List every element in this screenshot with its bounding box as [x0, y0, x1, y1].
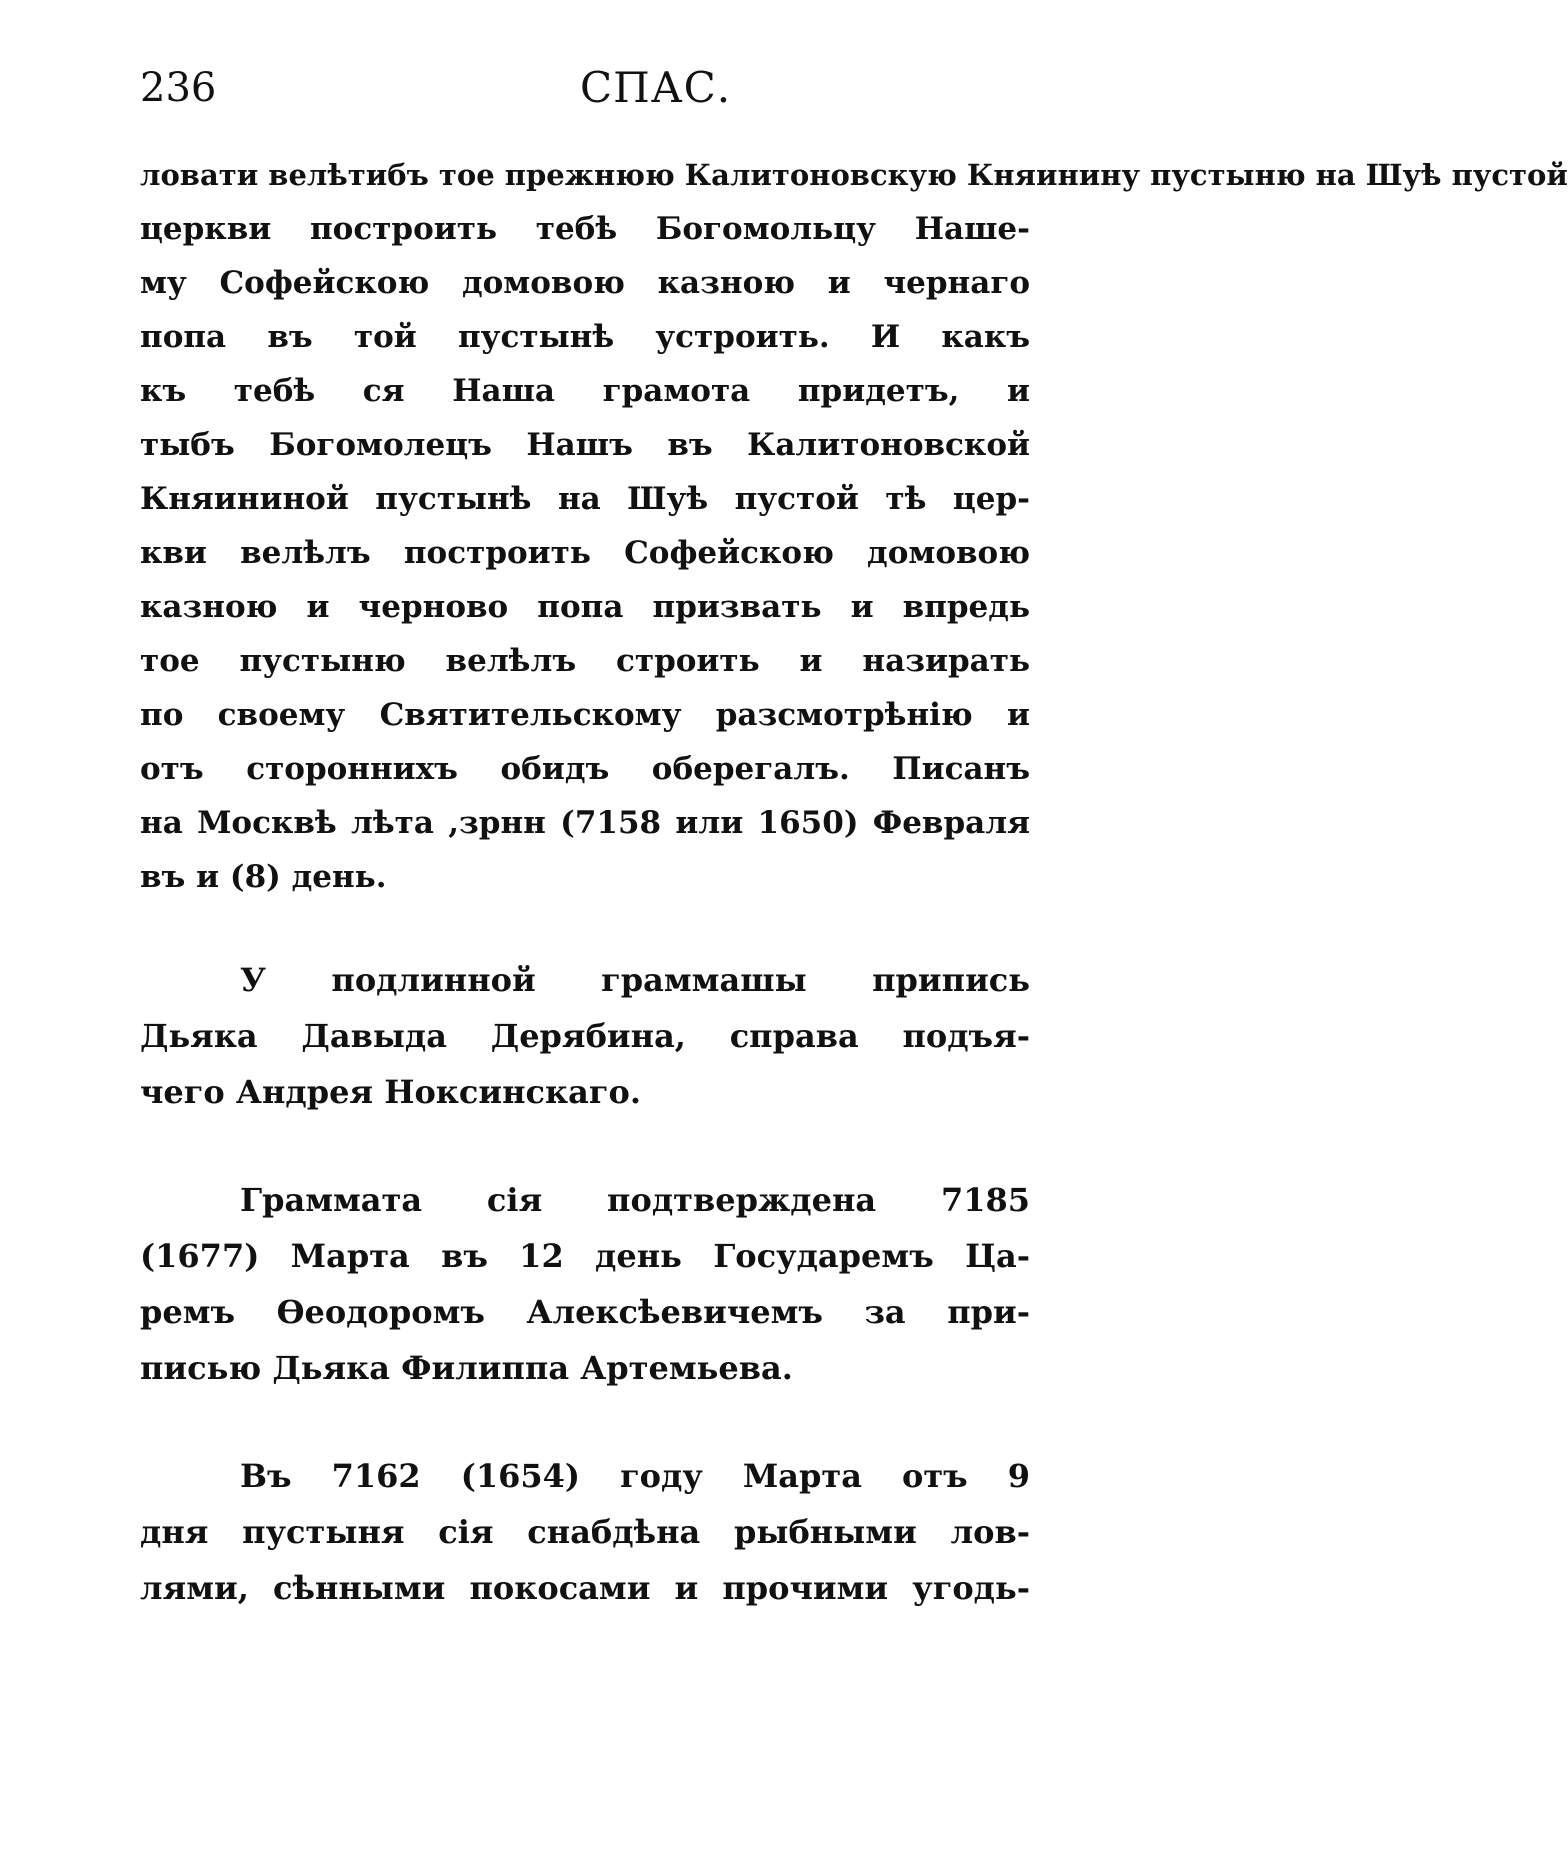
text-line: писью Дьяка Филиппа Артемьева.: [140, 1349, 793, 1387]
text-line: церкви построить тебѣ Богомольцу Наше-: [140, 211, 1030, 247]
text-line: (1677) Марта въ 12 день Государемъ Ца-: [140, 1237, 1030, 1275]
text-line: къ тебѣ ся Наша грамота придетъ, и: [140, 373, 1030, 409]
paragraph-endowment: [140, 1448, 1030, 1616]
text-line: ловати велѣтибъ тое прежнюю Калитоновскую Княинину пустыню на Шуѣ пустой: [140, 158, 1568, 192]
text-line: дня пустыня сія снабдѣна рыбными лов-: [140, 1513, 1030, 1551]
text-line: ремъ Ѳеодоромъ Алексѣевичемъ за при-: [140, 1293, 1030, 1331]
paragraph-confirmation: [140, 1172, 1030, 1396]
text-line: кви велѣлъ построить Софейскою домовою: [140, 535, 1030, 571]
text-line: казною и черново попа призвать и впредь: [140, 589, 1030, 625]
text-line: му Софейскою домовою казною и чернаго: [140, 265, 1030, 301]
text-line: Дьяка Давыда Дерябина, справа подъя-: [140, 1017, 1030, 1055]
page-header: [140, 58, 1030, 118]
text-line: по своему Святительскому разсмотрѣнію и: [140, 697, 1030, 733]
text-line: лями, сѣнными покосами и прочими угодь-: [140, 1569, 1030, 1607]
text-line: въ и (8) день.: [140, 859, 387, 895]
text-line: тыбъ Богомолецъ Нашъ въ Калитоновской: [140, 427, 1030, 463]
body-text: [140, 148, 1568, 1616]
paragraph-signature-note: [140, 952, 1030, 1120]
text-line: тое пустыню велѣлъ строить и назирать: [140, 643, 1030, 679]
text-line: У подлинной граммашы припись: [240, 961, 1030, 999]
text-line: Граммата сія подтверждена 7185: [240, 1181, 1030, 1219]
running-title: СПАС.: [580, 63, 732, 112]
text-line: чего Андрея Ноксинскаго.: [140, 1073, 641, 1111]
text-line: Княининой пустынѣ на Шуѣ пустой тѣ цер-: [140, 481, 1030, 517]
paragraph-charter-text: [140, 148, 1568, 904]
text-line: попа въ той пустынѣ устроить. И какъ: [140, 319, 1030, 355]
text-line: Въ 7162 (1654) году Марта отъ 9: [240, 1457, 1030, 1495]
page-number: 236: [140, 65, 217, 111]
text-line: на Москвѣ лѣта ,зрнн (7158 или 1650) Февраля: [140, 805, 1030, 841]
text-line: отъ стороннихъ обидъ оберегалъ. Писанъ: [140, 751, 1030, 787]
